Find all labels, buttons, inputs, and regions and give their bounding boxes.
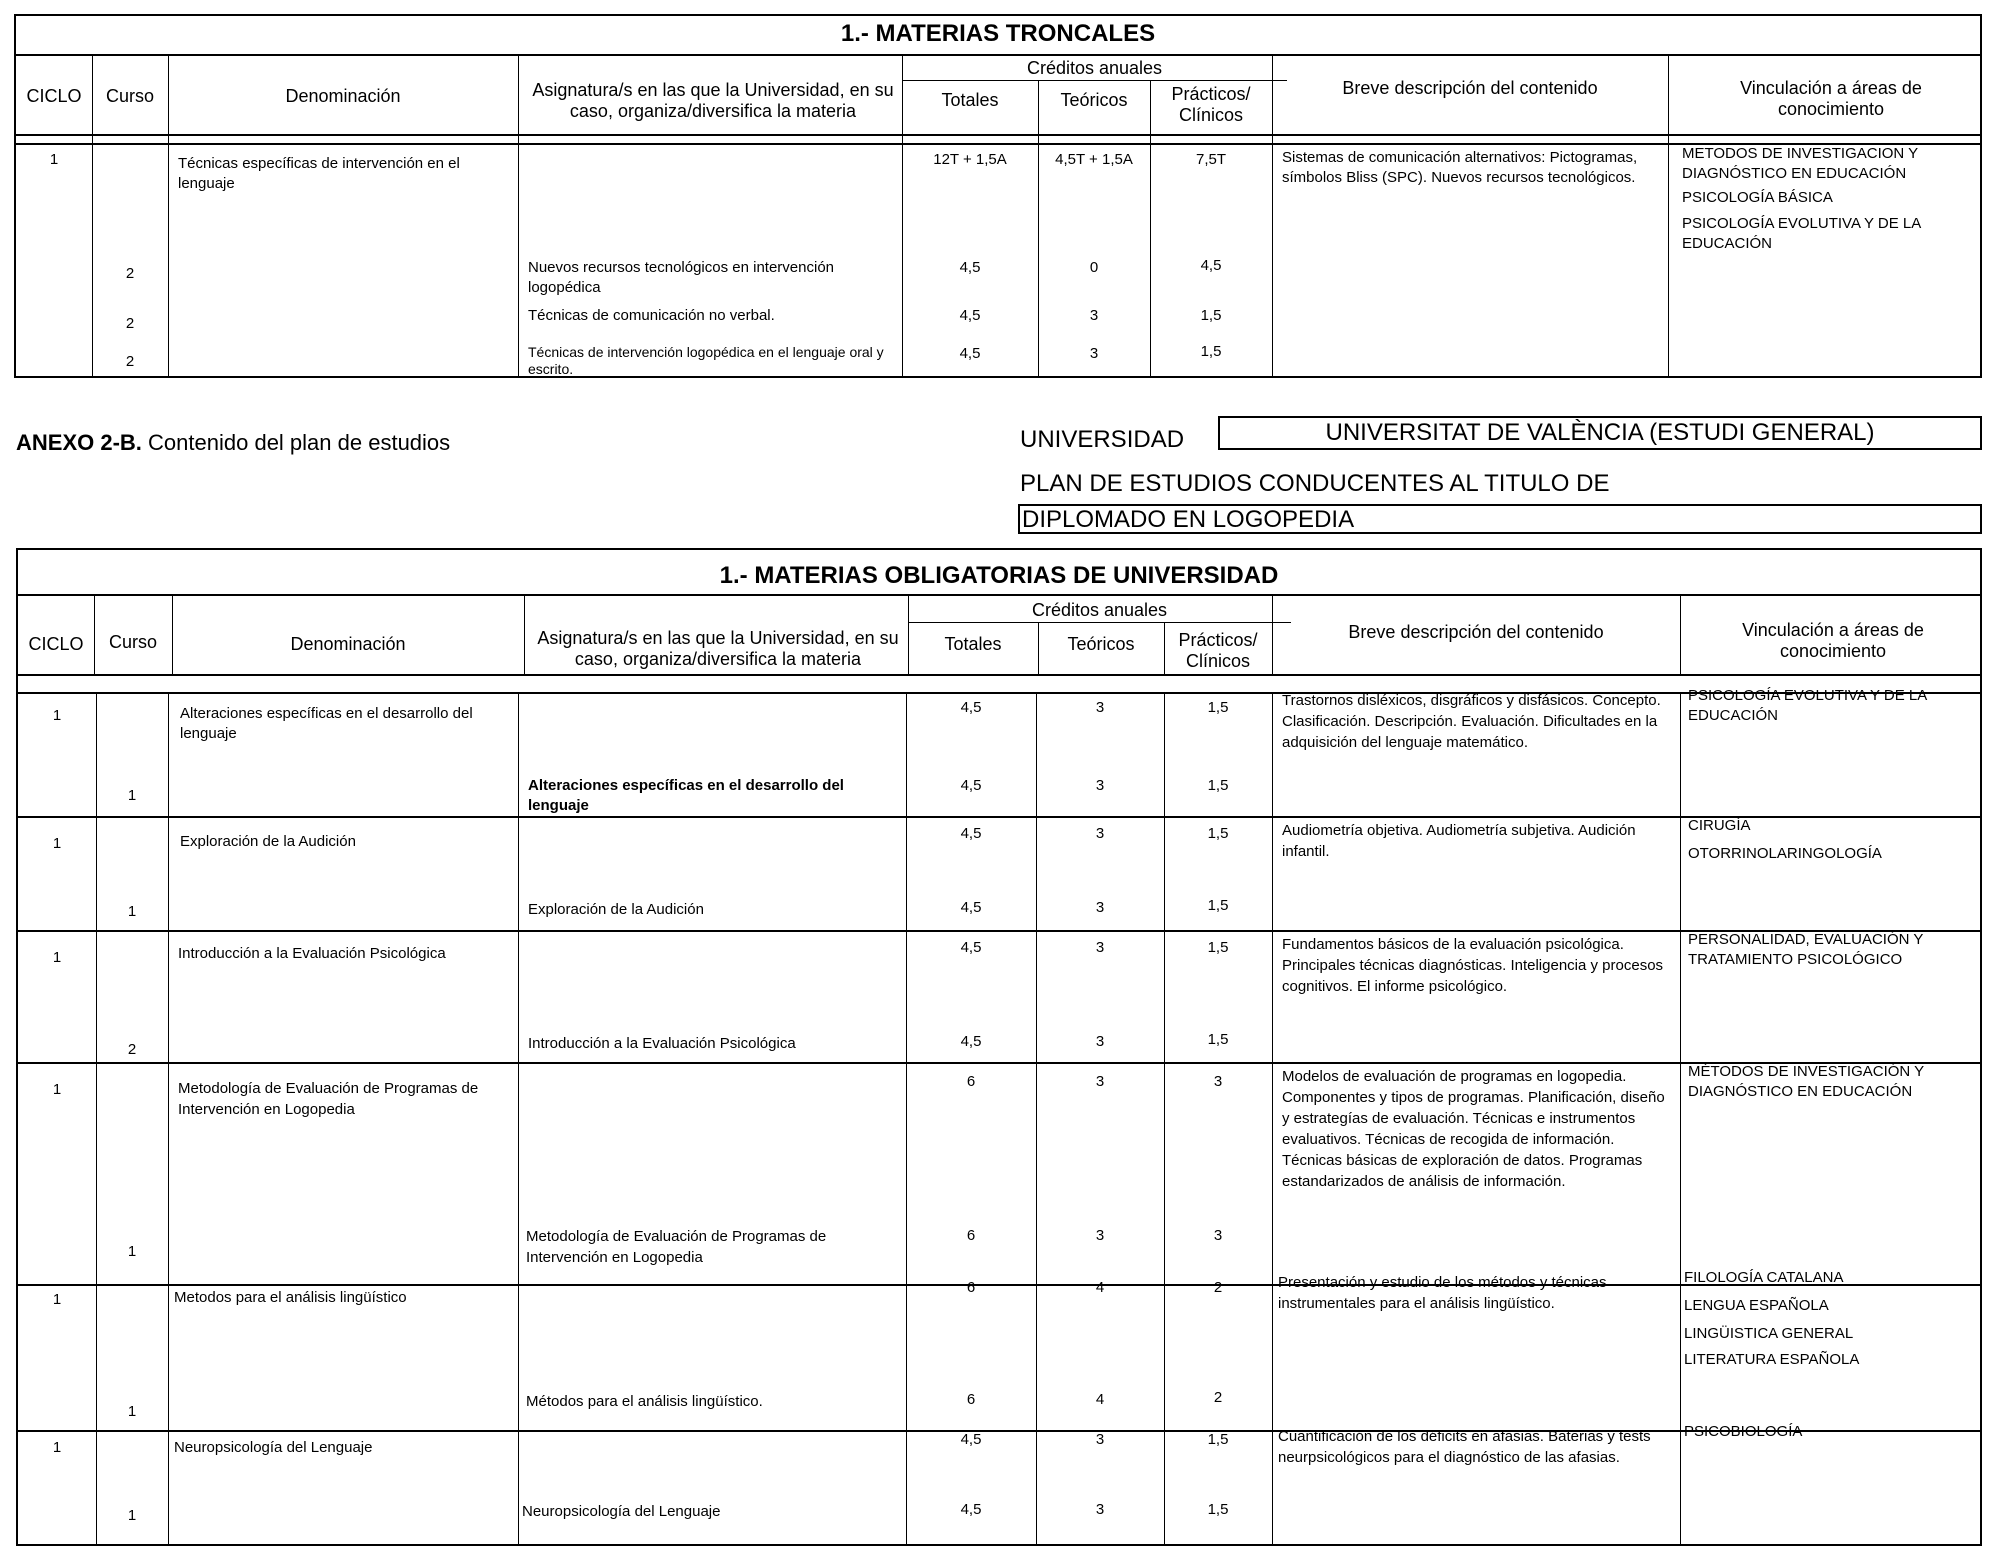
ob-a-totales: 4,5 [960,777,982,794]
asig-3-curso: 2 [125,353,135,370]
ob-descripcion: Presentación y estudio de los métodos y técnicas instrumentales para el análisis lingüístico. [1278,1274,1607,1312]
materia-totales: 12T + 1,5A [933,151,1007,168]
ob-a-practicos: 1,5 [1207,897,1229,914]
anexo-text: Contenido del plan de estudios [148,430,451,455]
ob-a-totales: 4,5 [960,899,982,916]
header-totales: Totales [941,90,999,110]
ob-asignatura: Neuropsicología del Lenguaje [522,1503,721,1520]
asig-1-curso: 2 [125,265,135,282]
ob-area: LITERATURA ESPAÑOLA [1684,1351,1860,1368]
ob-descripcion: Audiometría objetiva. Audiometría subjetiva. Audición infantil. [1282,822,1636,860]
asig-2-totales: 4,5 [959,307,981,324]
ob-ciclo: 1 [52,835,62,852]
header-practicos: Prácticos/ Clínicos [1171,84,1251,125]
ob-practicos: 1,5 [1207,939,1229,956]
header-vinculacion: Vinculación a áreas de conocimiento [1740,78,1922,119]
ob-practicos: 1,5 [1207,699,1229,716]
ob-asignatura: Introducción a la Evaluación Psicológica [528,1035,796,1052]
ob-a-practicos: 3 [1213,1227,1223,1244]
header-creditos: Créditos anuales [1026,58,1163,78]
asig-2-practicos: 1,5 [1200,307,1222,324]
ob-area: PSICOLOGÍA EVOLUTIVA Y DE LA EDUCACIÓN [1688,687,1927,724]
ob-header-vinculacion: Vinculación a áreas de conocimiento [1742,620,1924,661]
ob-header-totales: Totales [944,634,1002,654]
ob-a-teoricos: 4 [1095,1391,1105,1408]
ob-a-teoricos: 3 [1095,777,1105,794]
ob-asignatura: Métodos para el análisis lingüístico. [526,1393,763,1410]
ob-a-totales: 6 [966,1227,976,1244]
ob-a-practicos: 2 [1213,1389,1223,1406]
plan-label: PLAN DE ESTUDIOS CONDUCENTES AL TITULO DE [1020,470,1610,497]
ob-a-teoricos: 3 [1095,1033,1105,1050]
ob-header-creditos: Créditos anuales [1031,600,1168,620]
header-asignatura: Asignatura/s en las que la Universidad, en su caso, organiza/diversifica la materia [532,80,894,121]
ob-asignatura: Alteraciones específicas en el desarrollo del lenguaje [528,777,844,814]
ob-a-practicos: 1,5 [1207,1031,1229,1048]
ob-teoricos: 3 [1095,1431,1105,1448]
troncales-table [14,14,1982,378]
header-descripcion: Breve descripción del contenido [1342,78,1598,98]
ob-teoricos: 3 [1095,699,1105,716]
ob-curso: 1 [127,903,137,920]
ob-denominacion: Metodología de Evaluación de Programas de Intervención en Logopedia [178,1080,479,1118]
ob-header-descripcion: Breve descripción del contenido [1348,622,1604,642]
ob-header-denominacion: Denominación [290,634,406,654]
ob-practicos: 3 [1213,1073,1223,1090]
ob-denominacion: Exploración de la Audición [180,833,356,850]
ob-area: LINGÜISTICA GENERAL [1684,1325,1854,1342]
ob-a-teoricos: 3 [1095,1501,1105,1518]
ob-asignatura: Exploración de la Audición [528,901,704,918]
ob-totales: 4,5 [960,1431,982,1448]
titulo-box [1018,504,1982,534]
ob-a-practicos: 1,5 [1207,1501,1229,1518]
materia-descripcion: Sistemas de comunicación alternativos: Pictogramas, símbolos Bliss (SPC). Nuevos recursos tecnológicos. [1282,149,1638,186]
ob-a-teoricos: 3 [1095,899,1105,916]
ob-descripcion: Modelos de evaluación de programas en logopedia. Componentes y tipos de programas. Planificación, diseño y estrategías de evaluación. Técnicas e instrumentos evaluativos. Técnicas de recogida de información. Técnicas básicas de exploración de datos. Programas estandarizados de análisis de información. [1282,1068,1665,1190]
ob-totales: 4,5 [960,939,982,956]
asig-3-teoricos: 3 [1089,345,1099,362]
header-teoricos: Teóricos [1060,90,1128,110]
ob-teoricos: 3 [1095,1073,1105,1090]
ob-descripcion: Trastornos disléxicos, disgráficos y disfásicos. Concepto. Clasificación. Descripción. Evaluación. Dificultades en la adquisición del lenguaje matemático. [1282,692,1661,751]
ob-header-practicos: Prácticos/ Clínicos [1178,630,1258,671]
ob-curso: 1 [127,1403,137,1420]
ob-area: PERSONALIDAD, EVALUACIÓN Y TRATAMIENTO PSICOLÓGICO [1688,931,1924,968]
ob-area: OTORRINOLARINGOLOGÍA [1688,845,1882,862]
ob-header-asignatura: Asignatura/s en las que la Universidad, en su caso, organiza/diversifica la materia [537,628,899,669]
ob-header-curso: Curso [108,632,157,652]
ob-practicos: 1,5 [1207,825,1229,842]
ob-descripcion: Cuantificación de los déficits en afasias. Baterias y tests neurpsicológicos para el diagnóstico de las afasias. [1278,1428,1651,1466]
ob-header-ciclo: CICLO [28,634,84,654]
materia-denominacion: Técnicas específicas de intervención en el lenguaje [178,155,460,192]
ob-asignatura: Metodología de Evaluación de Programas de Intervención en Logopedia [526,1228,827,1266]
ob-a-totales: 6 [966,1391,976,1408]
ob-totales: 4,5 [960,699,982,716]
troncales-title: 1.- MATERIAS TRONCALES [840,20,1156,47]
ob-descripcion: Fundamentos básicos de la evaluación psicológica. Principales técnicas diagnósticas. Inteligencia y procesos cognitivos. El informe psicológico. [1282,936,1664,995]
universidad-label: UNIVERSIDAD [1020,426,1185,453]
asig-1-teoricos: 0 [1089,259,1099,276]
ob-area: CIRUGÍA [1688,817,1751,834]
header-denominacion: Denominación [285,86,401,106]
ob-a-totales: 4,5 [960,1033,982,1050]
header-curso: Curso [105,86,154,106]
ob-totales: 6 [966,1279,976,1296]
anexo-heading [16,430,450,456]
ob-totales: 6 [966,1073,976,1090]
ob-header-teoricos: Teóricos [1067,634,1135,654]
ob-area: LENGUA ESPAÑOLA [1684,1297,1829,1314]
header-ciclo: CICLO [26,86,82,106]
titulo-name: DIPLOMADO EN LOGOPEDIA [1022,506,1355,533]
obligatorias-table [16,548,1982,1546]
ob-a-teoricos: 3 [1095,1227,1105,1244]
asig-1-totales: 4,5 [959,259,981,276]
universidad-name: UNIVERSITAT DE VALÈNCIA (ESTUDI GENERAL) [1325,419,1875,446]
asig-2-nombre: Técnicas de comunicación no verbal. [528,307,775,324]
ob-ciclo: 1 [52,707,62,724]
ob-curso: 1 [127,1243,137,1260]
ob-ciclo: 1 [52,1291,62,1308]
ob-denominacion: Metodos para el análisis lingüístico [174,1289,407,1306]
anexo-label: ANEXO 2-B. [16,430,142,455]
ob-area: FILOLOGÍA CATALANA [1684,1269,1844,1286]
ob-denominacion: Introducción a la Evaluación Psicológica [178,945,446,962]
obligatorias-title: 1.- MATERIAS OBLIGATORIAS DE UNIVERSIDAD [719,562,1279,589]
ob-a-practicos: 1,5 [1207,777,1229,794]
materia-area-1: METODOS DE INVESTIGACION Y DIAGNÓSTICO EN EDUCACIÓN [1682,145,1918,182]
ob-totales: 4,5 [960,825,982,842]
ob-practicos: 2 [1213,1279,1223,1296]
ob-area: MÉTODOS DE INVESTIGACIÓN Y DIAGNÓSTICO EN EDUCACIÓN [1688,1063,1924,1100]
asig-2-curso: 2 [125,315,135,332]
asig-1-practicos: 4,5 [1200,257,1222,274]
ob-practicos: 1,5 [1207,1431,1229,1448]
ob-ciclo: 1 [52,1081,62,1098]
ob-curso: 2 [127,1041,137,1058]
ob-denominacion: Neuropsicología del Lenguaje [174,1439,373,1456]
materia-practicos: 7,5T [1195,151,1226,168]
ob-ciclo: 1 [52,1439,62,1456]
ob-ciclo: 1 [52,949,62,966]
ob-teoricos: 4 [1095,1279,1105,1296]
ob-a-totales: 4,5 [960,1501,982,1518]
ob-teoricos: 3 [1095,825,1105,842]
ob-curso: 1 [127,787,137,804]
asig-1-nombre: Nuevos recursos tecnológicos en intervención logopédica [528,259,834,296]
ob-curso: 1 [127,1507,137,1524]
asig-3-nombre: Técnicas de intervención logopédica en el lenguaje oral y escrito. [528,344,884,377]
materia-area-3: PSICOLOGÍA EVOLUTIVA Y DE LA EDUCACIÓN [1682,215,1921,252]
ob-denominacion: Alteraciones específicas en el desarrollo del lenguaje [180,705,473,742]
universidad-box [1218,416,1982,450]
materia-teoricos: 4,5T + 1,5A [1055,151,1133,168]
asig-2-teoricos: 3 [1089,307,1099,324]
materia-area-2: PSICOLOGÍA BÁSICA [1682,189,1833,206]
ob-teoricos: 3 [1095,939,1105,956]
asig-3-totales: 4,5 [959,345,981,362]
materia-ciclo: 1 [49,151,59,168]
ob-area: PSICOBIOLOGÍA [1684,1423,1803,1440]
asig-3-practicos: 1,5 [1200,343,1222,360]
